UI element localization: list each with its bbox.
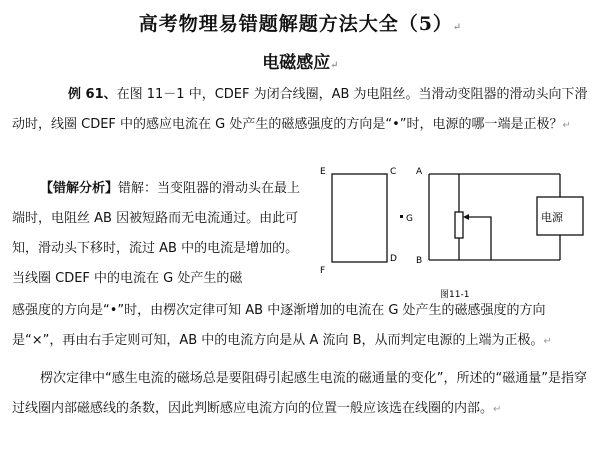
point-g (400, 215, 403, 218)
figure-caption: 图11-1 (440, 290, 470, 300)
label-a: A (416, 167, 423, 177)
power-source-label: 电源 (541, 211, 563, 224)
analysis-text-full: 感强度的方向是“•”时，由楞次定律可知 AB 中逐渐增加的电流在 G 处产生的磁感强度的方向是“×”，再由右手定则可知，AB 中的电流方向是从 A 流向 B，从而判定电源的上端为正极。 (12, 303, 546, 348)
circuit-figure (310, 160, 594, 302)
analysis-label: 【错解分析】 (40, 181, 119, 196)
label-f: F (320, 266, 326, 276)
title-text: 高考物理易错题解题方法大全（5） (138, 13, 453, 35)
lenz-law-paragraph (12, 364, 592, 425)
label-g: G (406, 214, 413, 224)
analysis-paragraph-continued (12, 296, 592, 357)
analysis-text-left: 错解：当变阻器的滑动头在最上端时，电阻丝 AB 因被短路而无电流通过。由此可知，滑动头下移时，流过 AB 中的电流是增加的。当线圈 CDEF 中的电流在 G 处产生的磁 (12, 181, 301, 286)
paragraph-mark: ↵ (543, 336, 552, 347)
label-e: E (320, 167, 326, 177)
slider-wire (467, 217, 491, 260)
document-title (0, 9, 601, 36)
slider-arrow (463, 214, 469, 220)
label-c: C (390, 167, 397, 177)
paragraph-mark: ↵ (562, 120, 571, 131)
paragraph-mark: ↵ (330, 60, 339, 71)
label-b: B (416, 256, 423, 266)
paragraph-mark: ↵ (493, 404, 502, 415)
analysis-text-2: 楞次定律中“感生电流的磁场总是要阻碍引起感生电流的磁通量的变化”，所述的“磁通量”是指穿过线圈内部磁感线的条数，因此判断感应电流方向的位置一般应该选在线圈的内部。 (12, 371, 587, 416)
analysis-paragraph-left (12, 174, 302, 294)
document-subtitle (0, 48, 601, 73)
example-paragraph (12, 80, 592, 141)
example-label: 例 61、 (68, 87, 117, 102)
label-d: D (390, 254, 397, 264)
coil-cdef (332, 174, 387, 262)
rheostat (455, 212, 463, 238)
subtitle-text: 电磁感应 (262, 53, 331, 73)
example-text: 在图 11－1 中，CDEF 为闭合线圈，AB 为电阻丝。当滑动变阻器的滑动头向下滑动时，线圈 CDEF 中的感应电流在 G 处产生的磁感强度的方向是“•”时，电源的哪一端是正极？ (12, 87, 588, 132)
paragraph-mark: ↵ (452, 22, 463, 33)
